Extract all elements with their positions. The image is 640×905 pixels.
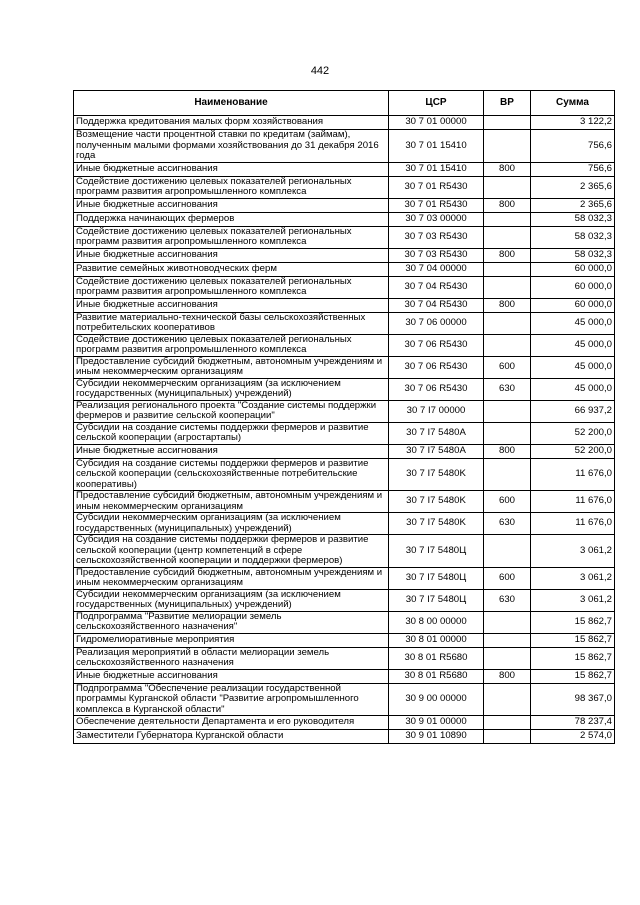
cell-vr <box>484 312 531 334</box>
cell-vr: 800 <box>484 669 531 683</box>
table-row <box>74 248 615 262</box>
cell-csr: 30 7 I7 5480K <box>389 513 484 535</box>
cell-sum: 58 032,3 <box>531 248 615 262</box>
cell-sum: 2 574,0 <box>531 730 615 744</box>
cell-vr: 800 <box>484 298 531 312</box>
cell-vr <box>484 262 531 276</box>
table-row <box>74 356 615 378</box>
cell-name: Гидромелиоративные мероприятия <box>74 633 389 647</box>
cell-name: Иные бюджетные ассигнования <box>74 248 389 262</box>
cell-sum: 11 676,0 <box>531 491 615 513</box>
cell-csr: 30 9 00 00000 <box>389 683 484 716</box>
cell-sum: 11 676,0 <box>531 513 615 535</box>
cell-sum: 52 200,0 <box>531 422 615 444</box>
cell-name: Предоставление субсидий бюджетным, автономным учреждениям и иным некоммерческим организациям <box>74 491 389 513</box>
table-row <box>74 716 615 730</box>
cell-vr <box>484 611 531 633</box>
cell-sum: 78 237,4 <box>531 716 615 730</box>
table-row <box>74 589 615 611</box>
cell-sum: 52 200,0 <box>531 444 615 458</box>
cell-sum: 3 122,2 <box>531 116 615 130</box>
cell-vr <box>484 633 531 647</box>
cell-sum: 11 676,0 <box>531 458 615 491</box>
table-body <box>74 116 615 744</box>
cell-sum: 45 000,0 <box>531 334 615 356</box>
cell-sum: 3 061,2 <box>531 535 615 568</box>
cell-vr: 800 <box>484 198 531 212</box>
cell-vr <box>484 334 531 356</box>
cell-sum: 45 000,0 <box>531 356 615 378</box>
cell-csr: 30 9 01 10890 <box>389 730 484 744</box>
table-row <box>74 378 615 400</box>
cell-name: Субсидии некоммерческим организациям (за исключением государственных (муниципальных) учреждений) <box>74 589 389 611</box>
cell-vr <box>484 716 531 730</box>
table-row <box>74 116 615 130</box>
cell-csr: 30 7 01 15410 <box>389 130 484 163</box>
table-row <box>74 611 615 633</box>
cell-csr: 30 7 I7 5480Ц <box>389 589 484 611</box>
cell-csr: 30 7 04 R5430 <box>389 298 484 312</box>
cell-csr: 30 7 03 00000 <box>389 212 484 226</box>
cell-csr: 30 8 00 00000 <box>389 611 484 633</box>
cell-name: Реализация мероприятий в области мелиорации земель сельскохозяйственного назначения <box>74 647 389 669</box>
cell-name: Реализация регионального проекта "Создание системы поддержки фермеров и развитие сельской кооперации" <box>74 400 389 422</box>
cell-sum: 45 000,0 <box>531 312 615 334</box>
cell-name: Содействие достижению целевых показателей региональных программ развития агропромышленного комплекса <box>74 226 389 248</box>
cell-name: Заместители Губернатора Курганской области <box>74 730 389 744</box>
table-row <box>74 226 615 248</box>
cell-sum: 756,6 <box>531 162 615 176</box>
cell-vr <box>484 130 531 163</box>
cell-vr: 630 <box>484 378 531 400</box>
cell-csr: 30 8 01 R5680 <box>389 669 484 683</box>
table-row <box>74 334 615 356</box>
cell-sum: 60 000,0 <box>531 262 615 276</box>
cell-csr: 30 7 I7 5480K <box>389 491 484 513</box>
cell-name: Содействие достижению целевых показателей региональных программ развития агропромышленного комплекса <box>74 334 389 356</box>
table-row <box>74 730 615 744</box>
cell-vr: 630 <box>484 589 531 611</box>
cell-vr: 800 <box>484 248 531 262</box>
cell-name: Подпрограмма "Развитие мелиорации земель сельскохозяйственного назначения" <box>74 611 389 633</box>
cell-name: Субсидии некоммерческим организациям (за исключением государственных (муниципальных) учреждений) <box>74 378 389 400</box>
cell-vr <box>484 535 531 568</box>
cell-csr: 30 7 03 R5430 <box>389 226 484 248</box>
cell-vr: 800 <box>484 444 531 458</box>
table-row <box>74 176 615 198</box>
cell-name: Иные бюджетные ассигнования <box>74 162 389 176</box>
cell-sum: 15 862,7 <box>531 611 615 633</box>
cell-sum: 2 365,6 <box>531 176 615 198</box>
cell-sum: 2 365,6 <box>531 198 615 212</box>
cell-name: Подпрограмма "Обеспечение реализации государственной программы Курганской области "Развитие агропромышленного комплекса в Курганской области" <box>74 683 389 716</box>
table-row <box>74 458 615 491</box>
cell-csr: 30 7 04 R5430 <box>389 276 484 298</box>
table-row <box>74 535 615 568</box>
cell-csr: 30 7 I7 5480Ц <box>389 535 484 568</box>
cell-vr <box>484 212 531 226</box>
cell-csr: 30 7 I7 00000 <box>389 400 484 422</box>
cell-csr: 30 7 06 R5430 <box>389 378 484 400</box>
cell-vr <box>484 422 531 444</box>
header-row <box>74 91 615 116</box>
cell-name: Предоставление субсидий бюджетным, автономным учреждениям и иным некоммерческим организациям <box>74 356 389 378</box>
cell-vr: 600 <box>484 491 531 513</box>
cell-name: Предоставление субсидий бюджетным, автономным учреждениям и иным некоммерческим организациям <box>74 567 389 589</box>
table-row <box>74 669 615 683</box>
cell-vr <box>484 276 531 298</box>
cell-name: Поддержка начинающих фермеров <box>74 212 389 226</box>
table-row <box>74 633 615 647</box>
cell-vr <box>484 730 531 744</box>
cell-csr: 30 7 I7 5480A <box>389 422 484 444</box>
cell-sum: 66 937,2 <box>531 400 615 422</box>
table-row <box>74 647 615 669</box>
cell-csr: 30 7 I7 5480K <box>389 458 484 491</box>
cell-name: Иные бюджетные ассигнования <box>74 669 389 683</box>
cell-vr: 630 <box>484 513 531 535</box>
cell-name: Возмещение части процентной ставки по кредитам (займам), полученным малыми формами хозяйствования до 31 декабря 2016 года <box>74 130 389 163</box>
cell-vr: 800 <box>484 162 531 176</box>
table-row <box>74 567 615 589</box>
table-row <box>74 422 615 444</box>
cell-name: Содействие достижению целевых показателей региональных программ развития агропромышленного комплекса <box>74 276 389 298</box>
cell-csr: 30 7 I7 5480Ц <box>389 567 484 589</box>
cell-sum: 60 000,0 <box>531 276 615 298</box>
cell-name: Обеспечение деятельности Департамента и его руководителя <box>74 716 389 730</box>
cell-csr: 30 7 01 R5430 <box>389 198 484 212</box>
cell-csr: 30 8 01 R5680 <box>389 647 484 669</box>
cell-sum: 98 367,0 <box>531 683 615 716</box>
cell-csr: 30 7 04 00000 <box>389 262 484 276</box>
cell-sum: 15 862,7 <box>531 647 615 669</box>
cell-name: Субсидии некоммерческим организациям (за исключением государственных (муниципальных) учреждений) <box>74 513 389 535</box>
table-row <box>74 262 615 276</box>
cell-csr: 30 7 06 00000 <box>389 312 484 334</box>
table-row <box>74 276 615 298</box>
header-sum: Сумма <box>531 91 615 116</box>
cell-name: Развитие материально-технической базы сельскохозяйственных потребительских кооперативов <box>74 312 389 334</box>
cell-name: Иные бюджетные ассигнования <box>74 198 389 212</box>
table-row <box>74 198 615 212</box>
cell-csr: 30 7 01 15410 <box>389 162 484 176</box>
cell-csr: 30 8 01 00000 <box>389 633 484 647</box>
cell-csr: 30 9 01 00000 <box>389 716 484 730</box>
table-row <box>74 444 615 458</box>
header-name: Наименование <box>74 91 389 116</box>
table-row <box>74 513 615 535</box>
cell-csr: 30 7 06 R5430 <box>389 334 484 356</box>
table-row <box>74 491 615 513</box>
cell-name: Субсидия на создание системы поддержки фермеров и развитие сельской кооперации (сельскохозяйственные потребительские кооперативы) <box>74 458 389 491</box>
cell-sum: 58 032,3 <box>531 226 615 248</box>
cell-name: Субсидия на создание системы поддержки фермеров и развитие сельской кооперации (центр компетенций в сфере сельскохозяйственной кооперации и поддержки фермеров) <box>74 535 389 568</box>
cell-sum: 3 061,2 <box>531 567 615 589</box>
table-row <box>74 400 615 422</box>
cell-sum: 45 000,0 <box>531 378 615 400</box>
table-row <box>74 683 615 716</box>
cell-sum: 15 862,7 <box>531 633 615 647</box>
cell-sum: 58 032,3 <box>531 212 615 226</box>
cell-name: Содействие достижению целевых показателей региональных программ развития агропромышленного комплекса <box>74 176 389 198</box>
cell-vr <box>484 400 531 422</box>
cell-csr: 30 7 06 R5430 <box>389 356 484 378</box>
cell-vr <box>484 683 531 716</box>
cell-vr <box>484 226 531 248</box>
page-number: 442 <box>310 65 330 77</box>
table-row <box>74 298 615 312</box>
cell-vr <box>484 458 531 491</box>
table-header <box>74 91 615 116</box>
cell-vr: 600 <box>484 567 531 589</box>
cell-sum: 756,6 <box>531 130 615 163</box>
cell-name: Иные бюджетные ассигнования <box>74 444 389 458</box>
table-row <box>74 312 615 334</box>
cell-csr: 30 7 I7 5480A <box>389 444 484 458</box>
cell-sum: 3 061,2 <box>531 589 615 611</box>
header-csr: ЦСР <box>389 91 484 116</box>
cell-vr: 600 <box>484 356 531 378</box>
table-row <box>74 130 615 163</box>
cell-vr <box>484 176 531 198</box>
cell-csr: 30 7 03 R5430 <box>389 248 484 262</box>
cell-vr <box>484 647 531 669</box>
cell-csr: 30 7 01 00000 <box>389 116 484 130</box>
header-vr: ВР <box>484 91 531 116</box>
cell-name: Субсидии на создание системы поддержки фермеров и развитие сельской кооперации (агростартапы) <box>74 422 389 444</box>
cell-sum: 15 862,7 <box>531 669 615 683</box>
cell-vr <box>484 116 531 130</box>
table-row <box>74 212 615 226</box>
cell-sum: 60 000,0 <box>531 298 615 312</box>
budget-table <box>73 90 615 744</box>
cell-name: Развитие семейных животноводческих ферм <box>74 262 389 276</box>
cell-name: Иные бюджетные ассигнования <box>74 298 389 312</box>
cell-csr: 30 7 01 R5430 <box>389 176 484 198</box>
table-row <box>74 162 615 176</box>
cell-name: Поддержка кредитования малых форм хозяйствования <box>74 116 389 130</box>
